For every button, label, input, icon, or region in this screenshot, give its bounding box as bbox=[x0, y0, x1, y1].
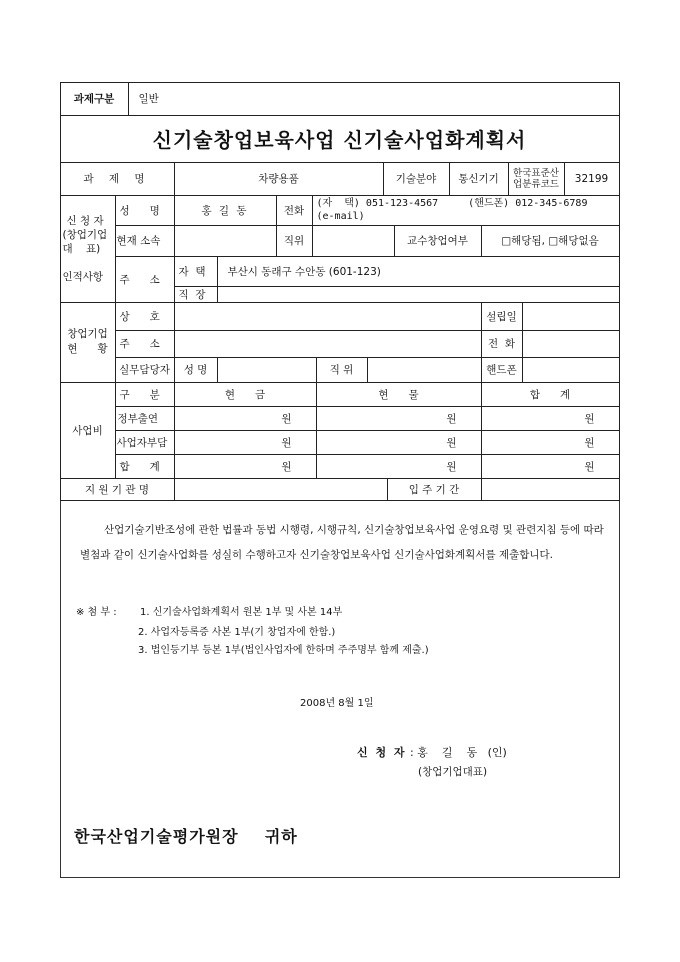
affiliation-value[interactable] bbox=[174, 225, 277, 257]
applicant-signature bbox=[357, 744, 507, 760]
professor-startup-label: 교수창업여부 bbox=[394, 225, 482, 257]
project-name-label: 과 제 명 bbox=[60, 162, 175, 196]
home-address-value[interactable]: 부산시 동래구 수안동 (601-123) bbox=[217, 256, 620, 287]
ksic-value[interactable]: 32199 bbox=[564, 162, 620, 196]
name-label: 성 명 bbox=[115, 195, 175, 226]
company-address-label: 주 소 bbox=[115, 330, 175, 358]
staff-position-label: 직 위 bbox=[316, 357, 368, 383]
email-value: (e-mail) bbox=[316, 211, 365, 222]
budget-header-inkind: 현 물 bbox=[316, 382, 482, 407]
budget-row-label: 정부출연 bbox=[115, 406, 175, 431]
budget-total-cell[interactable]: 원 bbox=[481, 406, 620, 431]
founded-label: 설립일 bbox=[481, 302, 523, 331]
applicant-label-4: 인적사항 bbox=[62, 270, 104, 283]
work-address-label: 직 장 bbox=[174, 286, 218, 303]
trade-name-value[interactable] bbox=[174, 302, 482, 331]
professor-startup-options[interactable]: □해당됨, □해당없음 bbox=[481, 225, 620, 257]
phone-value[interactable] bbox=[312, 195, 620, 226]
trade-name-label: 상 호 bbox=[115, 302, 175, 331]
support-org-value[interactable] bbox=[174, 478, 388, 501]
applicant-signature-sep: : bbox=[410, 746, 414, 759]
attachment-label: ※ 첨 부 : bbox=[76, 607, 117, 618]
company-section-label bbox=[60, 302, 116, 383]
phone-label: 전화 bbox=[276, 195, 313, 226]
applicant-label-2: (창업기업 bbox=[62, 228, 108, 241]
phone-mobile: (핸드폰) 012-345-6789 bbox=[468, 198, 588, 209]
ksic-label bbox=[508, 162, 565, 196]
applicant-signature-label: 신 청 자 bbox=[357, 746, 407, 759]
ksic-label-line2: 업분류코드 bbox=[513, 178, 559, 190]
name-value[interactable]: 홍 길 동 bbox=[174, 195, 277, 226]
declaration-paragraph bbox=[80, 518, 610, 568]
company-phone-value[interactable] bbox=[522, 330, 620, 358]
budget-cash-cell[interactable]: 원 bbox=[174, 430, 317, 455]
staff-mobile-value[interactable] bbox=[522, 357, 620, 383]
address-label: 주 소 bbox=[115, 256, 175, 303]
budget-row-label: 사업자부담 bbox=[115, 430, 175, 455]
tech-field-value[interactable]: 통신기기 bbox=[449, 162, 509, 196]
applicant-section-label bbox=[60, 195, 116, 303]
move-in-period-value[interactable] bbox=[481, 478, 620, 501]
position-label: 직위 bbox=[276, 225, 313, 257]
staff-name-label: 성 명 bbox=[174, 357, 218, 383]
staff-name-value[interactable] bbox=[217, 357, 317, 383]
budget-total-cell[interactable]: 원 bbox=[481, 454, 620, 479]
support-org-label: 지 원 기 관 명 bbox=[60, 478, 175, 501]
attachment-item: 1. 신기술사업화계획서 원본 1부 및 사본 14부 bbox=[140, 607, 343, 618]
applicant-role: (창업기업대표) bbox=[418, 766, 488, 778]
budget-header-category: 구 분 bbox=[115, 382, 175, 407]
budget-cash-cell[interactable]: 원 bbox=[174, 454, 317, 479]
home-address-label: 자 택 bbox=[174, 256, 218, 287]
budget-row-label: 합 계 bbox=[115, 454, 175, 479]
submission-date: 2008년 8월 1일 bbox=[300, 698, 374, 709]
project-name-value[interactable]: 차량용품 bbox=[174, 162, 384, 196]
phone-home: (자 택) 051-123-4567 bbox=[316, 198, 439, 209]
founded-value[interactable] bbox=[522, 302, 620, 331]
budget-inkind-cell[interactable]: 원 bbox=[316, 430, 482, 455]
applicant-label-1: 신 청 자 bbox=[66, 214, 104, 227]
attachment-item: 2. 사업자등록증 사본 1부(기 창업자에 한함.) bbox=[138, 627, 336, 638]
budget-cash-cell[interactable]: 원 bbox=[174, 406, 317, 431]
staff-mobile-label: 핸드폰 bbox=[481, 357, 523, 383]
attachment-item: 3. 법인등기부 등본 1부(법인사업자에 한하며 주주명부 함께 제출.) bbox=[138, 645, 429, 656]
company-label-2: 현 황 bbox=[67, 343, 108, 355]
applicant-signature-name: 홍 길 동 (인) bbox=[417, 746, 507, 759]
declaration-text: 산업기술기반조성에 관한 법률과 동법 시행령, 시행규칙, 신기술창업보육사업 운영요령 및 관련지침 등에 따라 별첨과 같이 신기술사업화를 성실히 수행하고자 신기술창업보육사업 신기술사업화계획서를 제출합니다. bbox=[80, 524, 604, 561]
budget-inkind-cell[interactable]: 원 bbox=[316, 406, 482, 431]
work-address-value[interactable] bbox=[217, 286, 620, 303]
company-label-1: 창업기업 bbox=[67, 328, 108, 340]
staff-position-value[interactable] bbox=[367, 357, 482, 383]
company-phone-label: 전 화 bbox=[481, 330, 523, 358]
budget-section-label: 사업비 bbox=[60, 382, 116, 479]
phone-line bbox=[317, 197, 588, 210]
recipient: 한국산업기술평가원장 귀하 bbox=[74, 827, 298, 846]
budget-header-cash: 현 금 bbox=[174, 382, 317, 407]
budget-header-total: 합 계 bbox=[481, 382, 620, 407]
tech-field-label: 기술분야 bbox=[383, 162, 450, 196]
budget-inkind-cell[interactable]: 원 bbox=[316, 454, 482, 479]
move-in-period-label: 입 주 기 간 bbox=[387, 478, 482, 501]
company-address-value[interactable] bbox=[174, 330, 482, 358]
category-value: 일반 bbox=[128, 82, 620, 116]
applicant-label-3: 대 표) bbox=[62, 242, 101, 255]
budget-total-cell[interactable]: 원 bbox=[481, 430, 620, 455]
staff-label: 실무담당자 bbox=[115, 357, 175, 383]
category-label: 과제구분 bbox=[60, 82, 129, 116]
position-value[interactable] bbox=[312, 225, 395, 257]
affiliation-label: 현재 소속 bbox=[115, 225, 175, 257]
ksic-label-line1: 한국표준산 bbox=[513, 167, 559, 179]
page-title: 신기술창업보육사업 신기술사업화계획서 bbox=[60, 115, 620, 163]
